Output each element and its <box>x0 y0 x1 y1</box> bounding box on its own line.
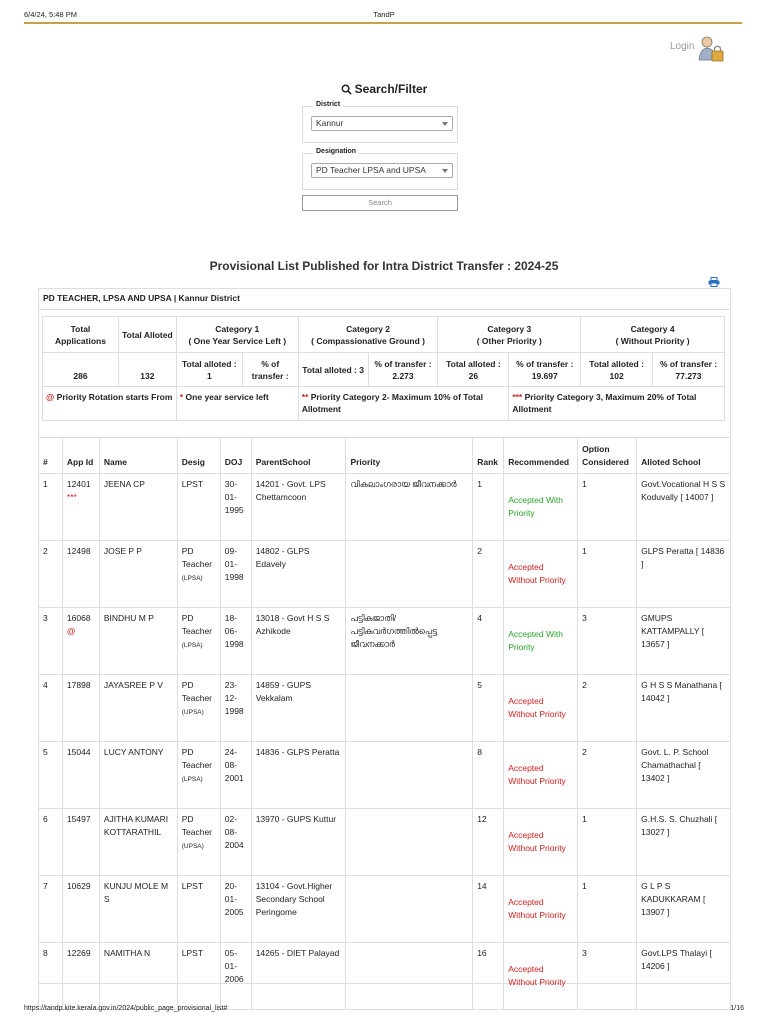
summary-header-total-apps: Total Applications <box>43 317 119 353</box>
allotment-table <box>38 437 731 1010</box>
cell-app-id: 17898 <box>62 675 99 742</box>
table-row <box>39 809 731 876</box>
cell-alloted-school: G.H.S. S. Chuzhali [ 13027 ] <box>637 809 731 876</box>
chevron-down-icon <box>442 169 448 173</box>
cell-app-id: 16068 @ <box>62 608 99 675</box>
cell-option: 3 <box>578 943 637 1010</box>
district-fieldset <box>302 101 458 143</box>
cell-parent-school: 13018 - Govt H S S Azhikode <box>251 608 346 675</box>
cell-parent-school: 14265 - DIET Palayad <box>251 943 346 1010</box>
col-header-parent-school: ParentSchool <box>251 438 346 474</box>
cell-priority <box>346 541 473 608</box>
cell-doj: 24-08-2001 <box>220 742 251 809</box>
summary-total-alloted-value: 132 <box>118 353 176 387</box>
cell-rank: 5 <box>473 675 504 742</box>
col-header-alloted-school: Alloted School <box>637 438 731 474</box>
table-row <box>39 675 731 742</box>
cell-app-id: 12401 *** <box>62 474 99 541</box>
designation-fieldset <box>302 148 458 190</box>
cell-desig: PD Teacher (UPSA) <box>177 809 220 876</box>
cell-desig: PD Teacher (LPSA) <box>177 541 220 608</box>
cell-parent-school: 14201 - Govt. LPS Chettamcoon <box>251 474 346 541</box>
cell-rank: 1 <box>473 474 504 541</box>
cell-parent-school: 14859 - GUPS Vekkalam <box>251 675 346 742</box>
cell-doj: 18-06-1998 <box>220 608 251 675</box>
cell-recommended: Accepted Without Priority <box>504 675 578 742</box>
cell-priority: വികലാംഗരായ ജീവനക്കാർ <box>346 474 473 541</box>
summary-cat2-alloted: Total alloted : 3 <box>298 353 368 387</box>
cell-name: JOSE P P <box>99 541 177 608</box>
cell-alloted-school: Govt. L. P. School Chamathachal [ 13402 ] <box>637 742 731 809</box>
cell-app-id: 10629 <box>62 876 99 943</box>
summary-total-apps-value: 286 <box>43 353 119 387</box>
cell-index: 3 <box>39 608 63 675</box>
summary-cat4-pct: % of transfer : 77.273 <box>653 353 725 387</box>
summary-header-cat2: Category 2 ( Compassionative Ground ) <box>298 317 438 353</box>
list-title: Provisional List Published for Intra District Transfer : 2024-25 <box>209 259 559 273</box>
cell-alloted-school: G H S S Manathana [ 14042 ] <box>637 675 731 742</box>
cell-priority <box>346 876 473 943</box>
cell-rank: 14 <box>473 876 504 943</box>
cell-app-id: 12498 <box>62 541 99 608</box>
col-header-desig: Desig <box>177 438 220 474</box>
cell-rank: 4 <box>473 608 504 675</box>
cell-option: 1 <box>578 809 637 876</box>
note-priority-cat3: *** Priority Category 3, Maximum 20% of Total Allotment <box>509 387 725 421</box>
summary-cat3-pct: % of transfer : 19.697 <box>509 353 581 387</box>
cell-app-id: 12269 <box>62 943 99 1010</box>
header-rule <box>24 22 742 24</box>
cell-index: 1 <box>39 474 63 541</box>
summary-cat1-pct: % of transfer : <box>242 353 298 387</box>
search-button[interactable]: Search <box>302 195 458 211</box>
cell-app-id: 15044 <box>62 742 99 809</box>
note-priority-cat2: ** Priority Category 2- Maximum 10% of Total Allotment <box>298 387 509 421</box>
panel-divider <box>39 309 730 310</box>
cell-index: 5 <box>39 742 63 809</box>
cell-alloted-school: GMUPS KATTAMPALLY [ 13657 ] <box>637 608 731 675</box>
summary-table <box>42 316 725 421</box>
table-row <box>39 541 731 608</box>
col-header-doj: DOJ <box>220 438 251 474</box>
cell-desig: PD Teacher (LPSA) <box>177 608 220 675</box>
designation-value: PD Teacher LPSA and UPSA <box>316 165 426 175</box>
cell-recommended: Accepted Without Priority <box>504 541 578 608</box>
cell-parent-school: 13104 - Govt.Higher Secondary School Peringome <box>251 876 346 943</box>
cell-name: JAYASREE P V <box>99 675 177 742</box>
cell-parent-school: 13970 - GUPS Kuttur <box>251 809 346 876</box>
cell-doj: 30-01-1995 <box>220 474 251 541</box>
cell-alloted-school: GLPS Peratta [ 14836 ] <box>637 541 731 608</box>
cell-desig: LPST <box>177 943 220 1010</box>
user-lock-icon <box>696 34 726 64</box>
summary-header-total-alloted: Total Alloted <box>118 317 176 353</box>
col-header-app-id: App Id <box>62 438 99 474</box>
priority-mark: @ <box>66 626 76 636</box>
search-filter-heading <box>0 82 768 96</box>
cell-doj: 09-01-1998 <box>220 541 251 608</box>
col-header-recommended: Recommended <box>504 438 578 474</box>
cell-alloted-school: G L P S KADUKKARAM [ 13907 ] <box>637 876 731 943</box>
cell-recommended: Accepted Without Priority <box>504 809 578 876</box>
table-row <box>39 742 731 809</box>
cell-desig: PD Teacher (LPSA) <box>177 742 220 809</box>
col-header-index: # <box>39 438 63 474</box>
cell-rank: 2 <box>473 541 504 608</box>
chevron-down-icon <box>442 122 448 126</box>
cell-app-id: 15497 <box>62 809 99 876</box>
cell-recommended: Accepted With Priority <box>504 474 578 541</box>
table-row <box>39 474 731 541</box>
cell-name: KUNJU MOLE M S <box>99 876 177 943</box>
cell-option: 2 <box>578 675 637 742</box>
summary-cat4-alloted: Total alloted : 102 <box>581 353 653 387</box>
cell-rank: 16 <box>473 943 504 1010</box>
col-header-option: Option Considered <box>578 438 637 474</box>
col-header-priority: Priority <box>346 438 473 474</box>
designation-label: Designation <box>313 148 359 155</box>
summary-cat2-pct: % of transfer : 2.273 <box>368 353 438 387</box>
cell-index: 8 <box>39 943 63 1010</box>
table-row <box>39 876 731 943</box>
print-title: TandP <box>373 10 395 19</box>
cell-doj: 02-08-2004 <box>220 809 251 876</box>
summary-header-cat4: Category 4 ( Without Priority ) <box>581 317 725 353</box>
summary-header-cat3: Category 3 ( Other Priority ) <box>438 317 581 353</box>
designation-select[interactable] <box>311 163 453 178</box>
note-one-year-service: * One year service left <box>176 387 298 421</box>
district-select[interactable] <box>311 116 453 131</box>
cell-name: JEENA CP <box>99 474 177 541</box>
cell-rank: 12 <box>473 809 504 876</box>
cell-doj: 23-12-1998 <box>220 675 251 742</box>
page-number: 1/16 <box>730 1005 744 1012</box>
cell-index: 2 <box>39 541 63 608</box>
cell-alloted-school: Govt.LPS Thalayi [ 14206 ] <box>637 943 731 1010</box>
cell-alloted-school: Govt.Vocational H S S Koduvally [ 14007 ] <box>637 474 731 541</box>
cell-name: NAMITHA N <box>99 943 177 1010</box>
cell-option: 1 <box>578 876 637 943</box>
note-priority-rotation: @ Priority Rotation starts From <box>43 387 177 421</box>
cell-desig: PD Teacher (UPSA) <box>177 675 220 742</box>
cell-recommended: Accepted With Priority <box>504 608 578 675</box>
table-row <box>39 943 731 1010</box>
login-button[interactable] <box>664 34 728 64</box>
cell-name: BINDHU M P <box>99 608 177 675</box>
cell-priority: പട്ടികജാതി/ പട്ടികവർഗത്തിൽപ്പെട്ട ജീവനക്കാർ <box>346 608 473 675</box>
search-icon <box>341 84 352 95</box>
col-header-name: Name <box>99 438 177 474</box>
cell-index: 6 <box>39 809 63 876</box>
print-icon[interactable] <box>708 277 720 287</box>
panel-heading: PD TEACHER, LPSA AND UPSA | Kannur District <box>43 293 240 303</box>
cell-option: 1 <box>578 541 637 608</box>
col-header-rank: Rank <box>473 438 504 474</box>
cell-priority <box>346 943 473 1010</box>
priority-mark: *** <box>66 492 77 502</box>
print-url: https://tandp.kite.kerala.gov.in/2024/public_page_provisional_list# <box>24 1005 228 1012</box>
print-date: 6/4/24, 5:48 PM <box>24 10 77 19</box>
cell-priority <box>346 675 473 742</box>
summary-header-cat1: Category 1 ( One Year Service Left ) <box>176 317 298 353</box>
district-value: Kannur <box>316 118 344 128</box>
cell-parent-school: 14802 - GLPS Edavely <box>251 541 346 608</box>
cell-priority <box>346 742 473 809</box>
summary-cat1-alloted: Total alloted : 1 <box>176 353 242 387</box>
login-label: Login <box>670 41 695 52</box>
cell-option: 3 <box>578 608 637 675</box>
cell-recommended: Accepted Without Priority <box>504 943 578 1010</box>
cell-priority <box>346 809 473 876</box>
search-heading-text: Search/Filter <box>354 82 428 96</box>
cell-rank: 8 <box>473 742 504 809</box>
table-row <box>39 608 731 675</box>
cell-desig: LPST <box>177 474 220 541</box>
cell-name: AJITHA KUMARI KOTTARATHIL <box>99 809 177 876</box>
cell-name: LUCY ANTONY <box>99 742 177 809</box>
cell-index: 7 <box>39 876 63 943</box>
cell-recommended: Accepted Without Priority <box>504 742 578 809</box>
summary-cat3-alloted: Total alloted : 26 <box>438 353 509 387</box>
cell-index: 4 <box>39 675 63 742</box>
cell-option: 2 <box>578 742 637 809</box>
print-footer <box>24 1005 744 1012</box>
cell-recommended: Accepted Without Priority <box>504 876 578 943</box>
district-label: District <box>313 101 343 108</box>
cell-parent-school: 14836 - GLPS Peratta <box>251 742 346 809</box>
cell-desig: LPST <box>177 876 220 943</box>
cell-option: 1 <box>578 474 637 541</box>
cell-doj: 05-01-2006 <box>220 943 251 1010</box>
cell-doj: 20-01-2005 <box>220 876 251 943</box>
